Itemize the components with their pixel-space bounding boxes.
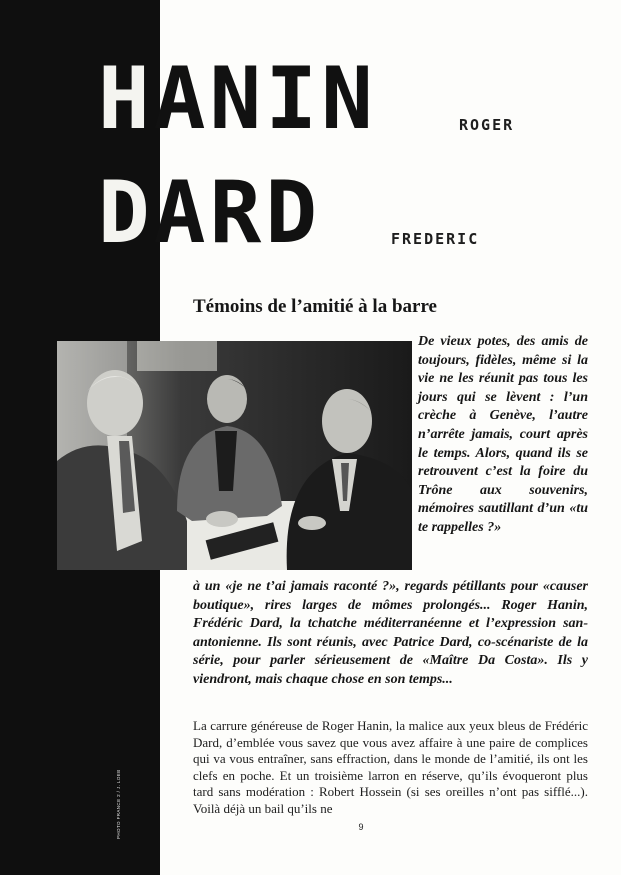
title-hanin-initial: H: [98, 49, 154, 149]
body-paragraph: La carrure généreuse de Roger Hanin, la malice aux yeux bleus de Frédéric Dard, d’emblée vous savez que vous avez affaire à une paire de complices qui va vous entraîner, sans effraction, dans le monde de l’amitié, ils ont les clefs en poche. Et un troisième larron en réserve, qu’ils évoqueront plus tard sans modération : Robert Hossein (si ses oreilles n’ont pas sifflé...). Voilà déjà un bail qu’ils ne: [193, 718, 588, 816]
page-number: 9: [358, 822, 364, 832]
title-hanin: [98, 49, 377, 149]
article-headline: Témoins de l’amitié à la barre: [193, 296, 437, 317]
photo-credit: PHOTO FRANCE 2 / J. LOEB: [116, 769, 121, 839]
first-name-frederic: FREDERIC: [391, 230, 480, 248]
first-name-roger: ROGER: [459, 116, 515, 134]
title-dard: [98, 163, 322, 263]
title-dard-rest: ARD: [153, 163, 322, 263]
lede-column-right: De vieux potes, des amis de toujours, fidèles, même si la vie ne les réunit pas tous les jours qui se lèvent : l’un crèche à Genève, l’autre n’arrête jamais, court après le temps. Alors, quand ils se retrouvent c’est la foire du Trône aux souvenirs, mémoires sautillant d’un «tu te rappelles ?»: [418, 334, 588, 535]
title-hanin-rest: ANIN: [153, 49, 377, 149]
photo-illustration: [57, 341, 412, 570]
title-dard-initial: D: [98, 163, 154, 263]
lede-continuation: à un «je ne t’ai jamais raconté ?», regards pétillants pour «causer boutique», rires larges de mômes prolongés... Roger Hanin, Frédéric Dard, la tchatche méditerranéenne et l’expression san-antonienne. Ils sont réunis, avec Patrice Dard, co-scénariste de la série, pour parler sérieusement de «Maître Da Costa». Ils y viendront, mais chaque chose en son temps...: [193, 579, 588, 687]
